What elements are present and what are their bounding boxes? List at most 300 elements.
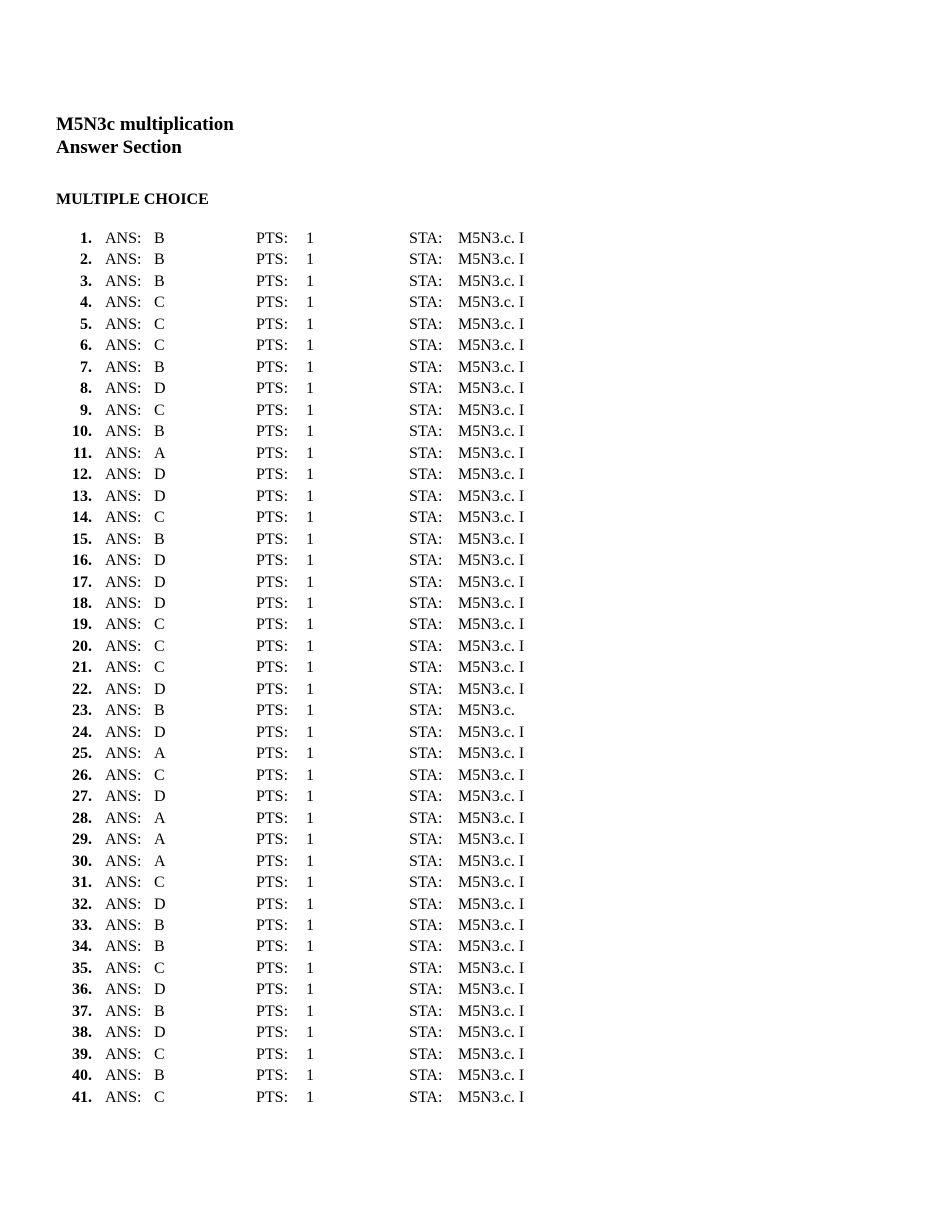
pts-label: PTS: bbox=[256, 552, 289, 570]
sta-label: STA: bbox=[409, 788, 443, 806]
standard-value: M5N3.c. I bbox=[458, 874, 525, 892]
sta-label: STA: bbox=[409, 1045, 443, 1063]
ans-label: ANS: bbox=[105, 852, 142, 870]
ans-label: ANS: bbox=[105, 637, 142, 655]
points-value: 1 bbox=[306, 1024, 314, 1042]
answer-value: D bbox=[154, 1024, 166, 1042]
question-number: 38. bbox=[72, 1024, 92, 1042]
standard-value: M5N3.c. I bbox=[458, 981, 525, 999]
pts-label: PTS: bbox=[256, 959, 289, 977]
answer-row bbox=[0, 335, 950, 356]
pts-label: PTS: bbox=[256, 702, 289, 720]
ans-label: ANS: bbox=[105, 509, 142, 527]
pts-label: PTS: bbox=[256, 380, 289, 398]
sta-label: STA: bbox=[409, 444, 443, 462]
question-number: 20. bbox=[72, 637, 92, 655]
sta-label: STA: bbox=[409, 401, 443, 419]
pts-label: PTS: bbox=[256, 509, 289, 527]
ans-label: ANS: bbox=[105, 1002, 142, 1020]
standard-value: M5N3.c. I bbox=[458, 1088, 525, 1106]
question-number: 31. bbox=[72, 874, 92, 892]
pts-label: PTS: bbox=[256, 1002, 289, 1020]
pts-label: PTS: bbox=[256, 230, 289, 247]
answer-value: D bbox=[154, 487, 166, 505]
points-value: 1 bbox=[306, 230, 314, 247]
question-number: 27. bbox=[72, 788, 92, 806]
answer-value: B bbox=[154, 702, 165, 720]
answer-value: B bbox=[154, 230, 165, 247]
standard-value: M5N3.c. I bbox=[458, 1024, 525, 1042]
standard-value: M5N3.c. I bbox=[458, 315, 525, 333]
points-value: 1 bbox=[306, 358, 314, 376]
title-line-1: M5N3c multiplication bbox=[56, 114, 234, 135]
pts-label: PTS: bbox=[256, 723, 289, 741]
answer-value: B bbox=[154, 251, 165, 269]
answer-row bbox=[0, 765, 950, 786]
answer-value: A bbox=[154, 831, 166, 849]
sta-label: STA: bbox=[409, 358, 443, 376]
ans-label: ANS: bbox=[105, 294, 142, 312]
answer-row bbox=[0, 271, 950, 292]
answer-value: C bbox=[154, 294, 165, 312]
points-value: 1 bbox=[306, 315, 314, 333]
ans-label: ANS: bbox=[105, 831, 142, 849]
points-value: 1 bbox=[306, 874, 314, 892]
question-number: 39. bbox=[72, 1045, 92, 1063]
answer-value: A bbox=[154, 852, 166, 870]
ans-label: ANS: bbox=[105, 959, 142, 977]
ans-label: ANS: bbox=[105, 251, 142, 269]
sta-label: STA: bbox=[409, 337, 443, 355]
points-value: 1 bbox=[306, 423, 314, 441]
pts-label: PTS: bbox=[256, 466, 289, 484]
answer-value: C bbox=[154, 1045, 165, 1063]
points-value: 1 bbox=[306, 401, 314, 419]
question-number: 25. bbox=[72, 745, 92, 763]
question-number: 10. bbox=[72, 423, 92, 441]
standard-value: M5N3.c. I bbox=[458, 509, 525, 527]
ans-label: ANS: bbox=[105, 573, 142, 591]
ans-label: ANS: bbox=[105, 917, 142, 934]
standard-value: M5N3.c. I bbox=[458, 251, 525, 269]
points-value: 1 bbox=[306, 766, 314, 784]
pts-label: PTS: bbox=[256, 680, 289, 698]
pts-label: PTS: bbox=[256, 938, 289, 956]
answer-value: B bbox=[154, 1002, 165, 1020]
answer-value: A bbox=[154, 809, 166, 827]
answer-value: C bbox=[154, 874, 165, 892]
answer-value: D bbox=[154, 594, 166, 612]
sta-label: STA: bbox=[409, 659, 443, 677]
answer-value: D bbox=[154, 895, 166, 913]
pts-label: PTS: bbox=[256, 444, 289, 462]
pts-label: PTS: bbox=[256, 831, 289, 849]
standard-value: M5N3.c. I bbox=[458, 573, 525, 591]
sta-label: STA: bbox=[409, 272, 443, 290]
document-title bbox=[56, 113, 234, 159]
question-number: 4. bbox=[80, 294, 92, 312]
question-number: 11. bbox=[72, 444, 92, 462]
points-value: 1 bbox=[306, 487, 314, 505]
sta-label: STA: bbox=[409, 702, 443, 720]
points-value: 1 bbox=[306, 594, 314, 612]
sta-label: STA: bbox=[409, 637, 443, 655]
points-value: 1 bbox=[306, 680, 314, 698]
sta-label: STA: bbox=[409, 852, 443, 870]
standard-value: M5N3.c. bbox=[458, 702, 515, 720]
ans-label: ANS: bbox=[105, 552, 142, 570]
answer-value: B bbox=[154, 358, 165, 376]
ans-label: ANS: bbox=[105, 1045, 142, 1063]
answer-row bbox=[0, 1001, 950, 1022]
question-number: 33. bbox=[72, 917, 92, 934]
sta-label: STA: bbox=[409, 380, 443, 398]
points-value: 1 bbox=[306, 959, 314, 977]
pts-label: PTS: bbox=[256, 809, 289, 827]
pts-label: PTS: bbox=[256, 637, 289, 655]
standard-value: M5N3.c. I bbox=[458, 444, 525, 462]
answer-row bbox=[0, 979, 950, 1000]
answer-row bbox=[0, 808, 950, 829]
pts-label: PTS: bbox=[256, 401, 289, 419]
answer-row bbox=[0, 936, 950, 957]
ans-label: ANS: bbox=[105, 766, 142, 784]
points-value: 1 bbox=[306, 444, 314, 462]
standard-value: M5N3.c. I bbox=[458, 380, 525, 398]
answer-value: C bbox=[154, 401, 165, 419]
standard-value: M5N3.c. I bbox=[458, 530, 525, 548]
pts-label: PTS: bbox=[256, 294, 289, 312]
sta-label: STA: bbox=[409, 594, 443, 612]
sta-label: STA: bbox=[409, 251, 443, 269]
points-value: 1 bbox=[306, 294, 314, 312]
answer-row bbox=[0, 400, 950, 421]
points-value: 1 bbox=[306, 917, 314, 934]
answer-value: D bbox=[154, 466, 166, 484]
question-number: 13. bbox=[72, 487, 92, 505]
standard-value: M5N3.c. I bbox=[458, 294, 525, 312]
pts-label: PTS: bbox=[256, 917, 289, 934]
standard-value: M5N3.c. I bbox=[458, 466, 525, 484]
answer-row bbox=[0, 1044, 950, 1065]
ans-label: ANS: bbox=[105, 444, 142, 462]
points-value: 1 bbox=[306, 831, 314, 849]
answer-row bbox=[0, 657, 950, 678]
sta-label: STA: bbox=[409, 315, 443, 333]
answer-row bbox=[0, 443, 950, 464]
answer-row bbox=[0, 464, 950, 485]
ans-label: ANS: bbox=[105, 809, 142, 827]
answer-row bbox=[0, 614, 950, 635]
answer-value: D bbox=[154, 788, 166, 806]
ans-label: ANS: bbox=[105, 466, 142, 484]
pts-label: PTS: bbox=[256, 1024, 289, 1042]
points-value: 1 bbox=[306, 981, 314, 999]
answer-row bbox=[0, 872, 950, 893]
question-number: 41. bbox=[72, 1088, 92, 1106]
sta-label: STA: bbox=[409, 230, 443, 247]
section-heading: MULTIPLE CHOICE bbox=[56, 191, 209, 208]
standard-value: M5N3.c. I bbox=[458, 659, 525, 677]
answer-row bbox=[0, 378, 950, 399]
sta-label: STA: bbox=[409, 723, 443, 741]
answer-value: B bbox=[154, 1067, 165, 1085]
answer-value: A bbox=[154, 745, 166, 763]
standard-value: M5N3.c. I bbox=[458, 358, 525, 376]
answer-value: D bbox=[154, 981, 166, 999]
sta-label: STA: bbox=[409, 423, 443, 441]
points-value: 1 bbox=[306, 272, 314, 290]
question-number: 14. bbox=[72, 509, 92, 527]
standard-value: M5N3.c. I bbox=[458, 745, 525, 763]
answer-value: C bbox=[154, 315, 165, 333]
answer-value: C bbox=[154, 637, 165, 655]
answer-value: D bbox=[154, 723, 166, 741]
question-number: 2. bbox=[80, 251, 92, 269]
answer-value: C bbox=[154, 337, 165, 355]
sta-label: STA: bbox=[409, 552, 443, 570]
answer-value: C bbox=[154, 1088, 165, 1106]
answer-row bbox=[0, 743, 950, 764]
standard-value: M5N3.c. I bbox=[458, 487, 525, 505]
answer-value: B bbox=[154, 272, 165, 290]
pts-label: PTS: bbox=[256, 358, 289, 376]
pts-label: PTS: bbox=[256, 337, 289, 355]
ans-label: ANS: bbox=[105, 745, 142, 763]
standard-value: M5N3.c. I bbox=[458, 809, 525, 827]
points-value: 1 bbox=[306, 788, 314, 806]
standard-value: M5N3.c. I bbox=[458, 1067, 525, 1085]
points-value: 1 bbox=[306, 852, 314, 870]
answer-row bbox=[0, 507, 950, 528]
points-value: 1 bbox=[306, 1088, 314, 1106]
pts-label: PTS: bbox=[256, 852, 289, 870]
answer-row bbox=[0, 829, 950, 850]
sta-label: STA: bbox=[409, 895, 443, 913]
sta-label: STA: bbox=[409, 487, 443, 505]
question-number: 32. bbox=[72, 895, 92, 913]
points-value: 1 bbox=[306, 509, 314, 527]
sta-label: STA: bbox=[409, 938, 443, 956]
answer-row bbox=[0, 292, 950, 313]
title-line-2: Answer Section bbox=[56, 137, 182, 158]
standard-value: M5N3.c. I bbox=[458, 788, 525, 806]
points-value: 1 bbox=[306, 337, 314, 355]
answer-row bbox=[0, 1087, 950, 1108]
sta-label: STA: bbox=[409, 530, 443, 548]
pts-label: PTS: bbox=[256, 1088, 289, 1106]
question-number: 18. bbox=[72, 594, 92, 612]
answer-value: A bbox=[154, 444, 166, 462]
standard-value: M5N3.c. I bbox=[458, 637, 525, 655]
points-value: 1 bbox=[306, 745, 314, 763]
question-number: 5. bbox=[80, 315, 92, 333]
ans-label: ANS: bbox=[105, 380, 142, 398]
sta-label: STA: bbox=[409, 874, 443, 892]
sta-label: STA: bbox=[409, 745, 443, 763]
points-value: 1 bbox=[306, 1067, 314, 1085]
question-number: 7. bbox=[80, 358, 92, 376]
question-number: 30. bbox=[72, 852, 92, 870]
pts-label: PTS: bbox=[256, 573, 289, 591]
sta-label: STA: bbox=[409, 1067, 443, 1085]
ans-label: ANS: bbox=[105, 723, 142, 741]
question-number: 26. bbox=[72, 766, 92, 784]
sta-label: STA: bbox=[409, 917, 443, 934]
question-number: 40. bbox=[72, 1067, 92, 1085]
ans-label: ANS: bbox=[105, 981, 142, 999]
standard-value: M5N3.c. I bbox=[458, 401, 525, 419]
points-value: 1 bbox=[306, 1045, 314, 1063]
answer-value: B bbox=[154, 917, 165, 934]
pts-label: PTS: bbox=[256, 251, 289, 269]
answer-value: B bbox=[154, 423, 165, 441]
answer-row bbox=[0, 486, 950, 507]
pts-label: PTS: bbox=[256, 594, 289, 612]
sta-label: STA: bbox=[409, 981, 443, 999]
ans-label: ANS: bbox=[105, 874, 142, 892]
answer-row bbox=[0, 1065, 950, 1086]
standard-value: M5N3.c. I bbox=[458, 831, 525, 849]
standard-value: M5N3.c. I bbox=[458, 917, 525, 934]
answer-row bbox=[0, 357, 950, 378]
pts-label: PTS: bbox=[256, 981, 289, 999]
ans-label: ANS: bbox=[105, 337, 142, 355]
standard-value: M5N3.c. I bbox=[458, 616, 525, 634]
sta-label: STA: bbox=[409, 1088, 443, 1106]
answer-row bbox=[0, 314, 950, 335]
standard-value: M5N3.c. I bbox=[458, 552, 525, 570]
sta-label: STA: bbox=[409, 1002, 443, 1020]
pts-label: PTS: bbox=[256, 315, 289, 333]
answer-row bbox=[0, 550, 950, 571]
pts-label: PTS: bbox=[256, 272, 289, 290]
question-number: 29. bbox=[72, 831, 92, 849]
answer-row bbox=[0, 786, 950, 807]
ans-label: ANS: bbox=[105, 423, 142, 441]
answer-value: D bbox=[154, 680, 166, 698]
ans-label: ANS: bbox=[105, 895, 142, 913]
question-number: 6. bbox=[80, 337, 92, 355]
question-number: 22. bbox=[72, 680, 92, 698]
question-number: 16. bbox=[72, 552, 92, 570]
ans-label: ANS: bbox=[105, 659, 142, 677]
ans-label: ANS: bbox=[105, 487, 142, 505]
answer-list bbox=[0, 228, 950, 1108]
answer-row bbox=[0, 529, 950, 550]
sta-label: STA: bbox=[409, 959, 443, 977]
answer-value: D bbox=[154, 552, 166, 570]
question-number: 28. bbox=[72, 809, 92, 827]
ans-label: ANS: bbox=[105, 315, 142, 333]
answer-row bbox=[0, 572, 950, 593]
answer-row bbox=[0, 228, 950, 249]
ans-label: ANS: bbox=[105, 702, 142, 720]
answer-value: C bbox=[154, 659, 165, 677]
points-value: 1 bbox=[306, 380, 314, 398]
standard-value: M5N3.c. I bbox=[458, 1045, 525, 1063]
points-value: 1 bbox=[306, 530, 314, 548]
standard-value: M5N3.c. I bbox=[458, 938, 525, 956]
points-value: 1 bbox=[306, 616, 314, 634]
pts-label: PTS: bbox=[256, 895, 289, 913]
pts-label: PTS: bbox=[256, 659, 289, 677]
ans-label: ANS: bbox=[105, 1024, 142, 1042]
answer-value: D bbox=[154, 573, 166, 591]
points-value: 1 bbox=[306, 809, 314, 827]
answer-row bbox=[0, 679, 950, 700]
answer-row bbox=[0, 1022, 950, 1043]
question-number: 36. bbox=[72, 981, 92, 999]
pts-label: PTS: bbox=[256, 766, 289, 784]
sta-label: STA: bbox=[409, 766, 443, 784]
pts-label: PTS: bbox=[256, 423, 289, 441]
answer-value: B bbox=[154, 938, 165, 956]
ans-label: ANS: bbox=[105, 272, 142, 290]
sta-label: STA: bbox=[409, 616, 443, 634]
standard-value: M5N3.c. I bbox=[458, 723, 525, 741]
standard-value: M5N3.c. I bbox=[458, 959, 525, 977]
ans-label: ANS: bbox=[105, 594, 142, 612]
sta-label: STA: bbox=[409, 809, 443, 827]
points-value: 1 bbox=[306, 1002, 314, 1020]
sta-label: STA: bbox=[409, 573, 443, 591]
ans-label: ANS: bbox=[105, 230, 142, 247]
sta-label: STA: bbox=[409, 466, 443, 484]
ans-label: ANS: bbox=[105, 788, 142, 806]
standard-value: M5N3.c. I bbox=[458, 337, 525, 355]
answer-row bbox=[0, 249, 950, 270]
points-value: 1 bbox=[306, 552, 314, 570]
ans-label: ANS: bbox=[105, 358, 142, 376]
question-number: 37. bbox=[72, 1002, 92, 1020]
answer-value: D bbox=[154, 380, 166, 398]
question-number: 24. bbox=[72, 723, 92, 741]
question-number: 12. bbox=[72, 466, 92, 484]
answer-value: C bbox=[154, 616, 165, 634]
answer-row bbox=[0, 421, 950, 442]
answer-row bbox=[0, 722, 950, 743]
sta-label: STA: bbox=[409, 680, 443, 698]
answer-value: C bbox=[154, 959, 165, 977]
points-value: 1 bbox=[306, 723, 314, 741]
answer-row bbox=[0, 636, 950, 657]
points-value: 1 bbox=[306, 938, 314, 956]
answer-row bbox=[0, 593, 950, 614]
question-number: 3. bbox=[80, 272, 92, 290]
standard-value: M5N3.c. I bbox=[458, 272, 525, 290]
standard-value: M5N3.c. I bbox=[458, 766, 525, 784]
standard-value: M5N3.c. I bbox=[458, 423, 525, 441]
pts-label: PTS: bbox=[256, 745, 289, 763]
question-number: 35. bbox=[72, 959, 92, 977]
standard-value: M5N3.c. I bbox=[458, 895, 525, 913]
pts-label: PTS: bbox=[256, 1045, 289, 1063]
answer-row bbox=[0, 915, 950, 936]
standard-value: M5N3.c. I bbox=[458, 852, 525, 870]
ans-label: ANS: bbox=[105, 401, 142, 419]
question-number: 1. bbox=[80, 230, 92, 247]
ans-label: ANS: bbox=[105, 530, 142, 548]
points-value: 1 bbox=[306, 251, 314, 269]
question-number: 21. bbox=[72, 659, 92, 677]
sta-label: STA: bbox=[409, 509, 443, 527]
ans-label: ANS: bbox=[105, 938, 142, 956]
question-number: 8. bbox=[80, 380, 92, 398]
standard-value: M5N3.c. I bbox=[458, 230, 525, 247]
points-value: 1 bbox=[306, 702, 314, 720]
pts-label: PTS: bbox=[256, 874, 289, 892]
